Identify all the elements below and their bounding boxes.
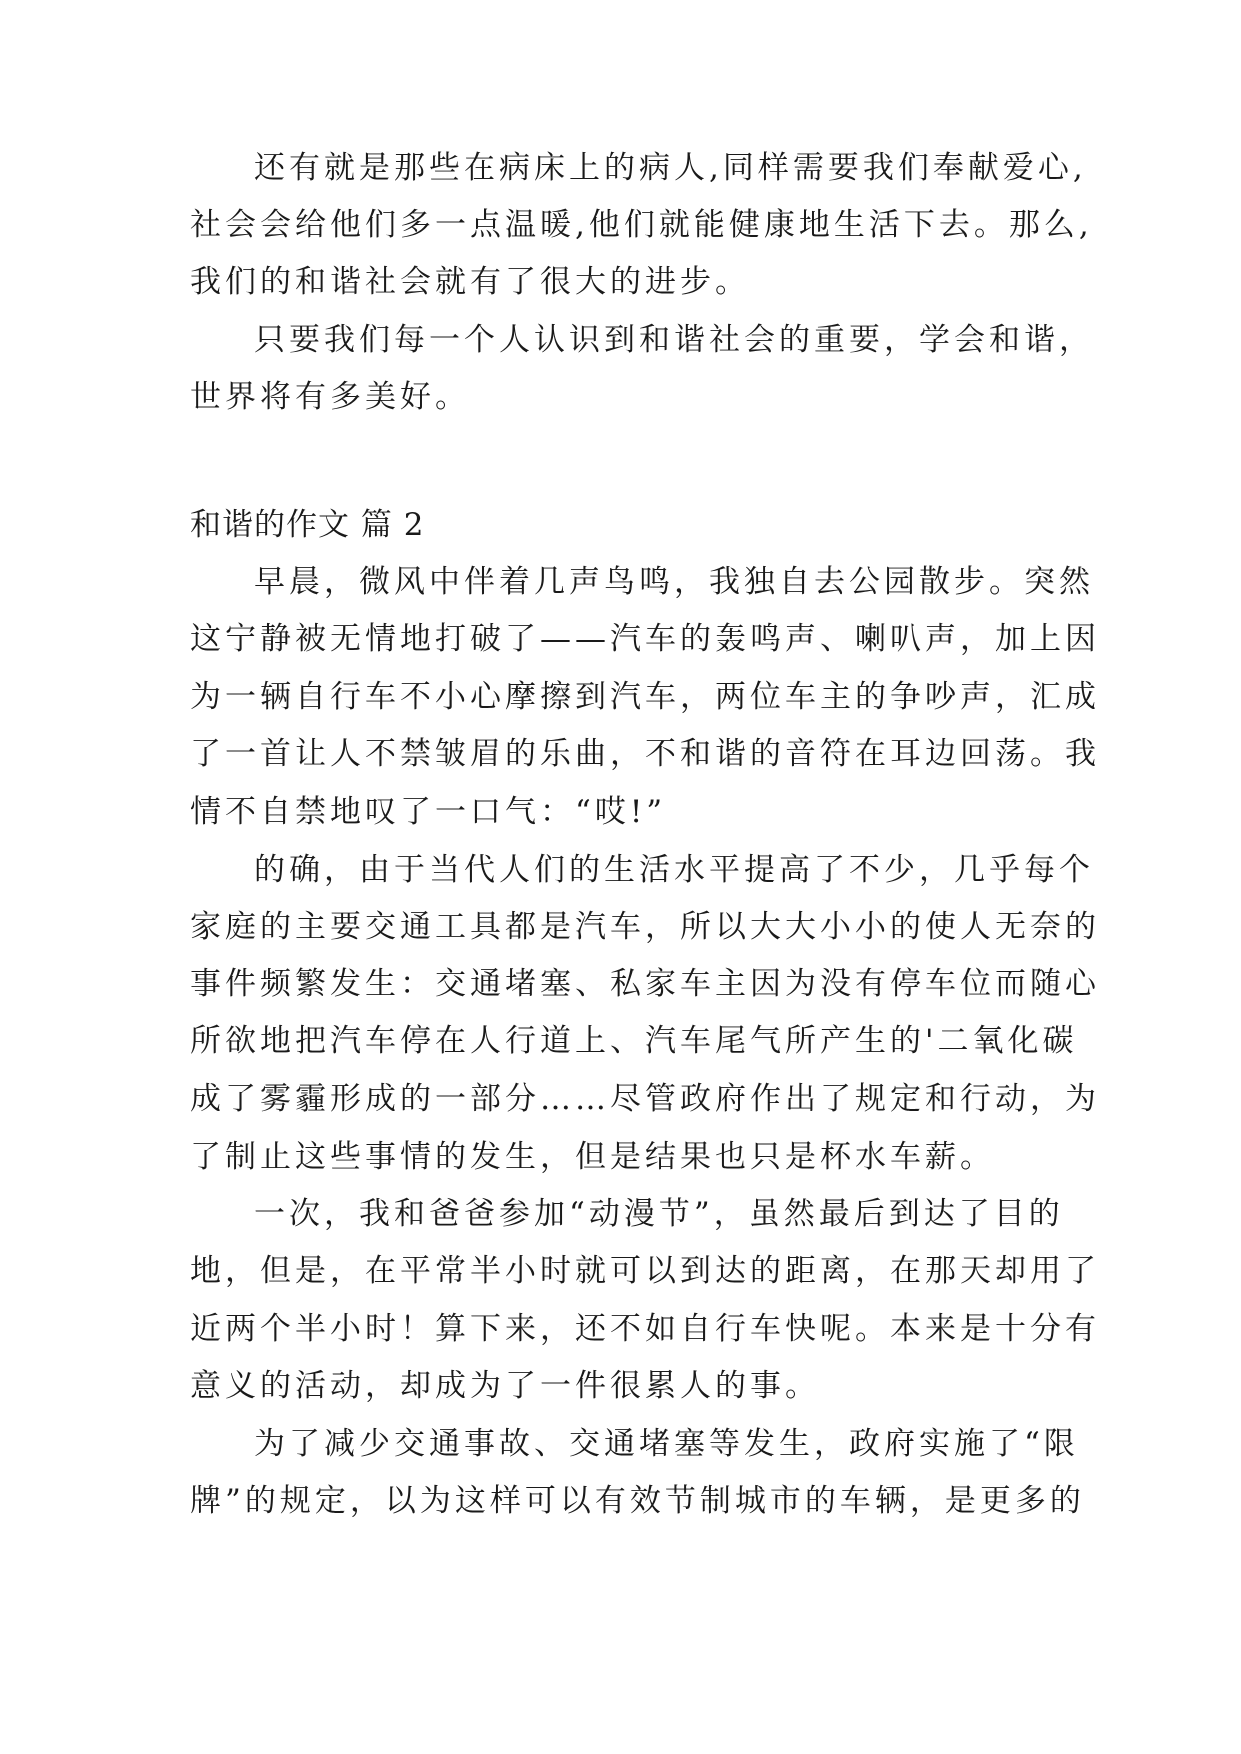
paragraph-line: 为一辆自行车不小心摩擦到汽车，两位车主的争吵声，汇成 [190, 679, 1100, 715]
paragraph-line: 成了雾霾形成的一部分……尽管政府作出了规定和行动，为 [190, 1081, 1100, 1117]
paragraph-line: 牌”的规定，以为这样可以有效节制城市的车辆，是更多的 [190, 1483, 1085, 1519]
paragraph-line: 情不自禁地叹了一口气：“哎!” [190, 794, 667, 830]
paragraph-line: 了制止这些事情的发生，但是结果也只是杯水车薪。 [190, 1139, 995, 1175]
paragraph-line: 意义的活动，却成为了一件很累人的事。 [190, 1368, 820, 1404]
paragraph-line: 一次，我和爸爸参加“动漫节”，虽然最后到达了目的 [254, 1196, 1064, 1232]
paragraph-line: 事件频繁发生：交通堵塞、私家车主因为没有停车位而随心 [190, 966, 1100, 1002]
paragraph-line: 地，但是，在平常半小时就可以到达的距离，在那天却用了 [190, 1253, 1100, 1289]
paragraph-line: 只要我们每一个人认识到和谐社会的重要，学会和谐， [254, 322, 1094, 358]
paragraph-line: 我们的和谐社会就有了很大的进步。 [190, 264, 750, 300]
paragraph-line: 所欲地把汽车停在人行道上、汽车尾气所产生的'二氧化碳 [190, 1023, 1078, 1059]
paragraph-line: 这宁静被无情地打破了——汽车的轰鸣声、喇叭声，加上因 [190, 621, 1100, 657]
paragraph-line: 还有就是那些在病床上的病人,同样需要我们奉献爱心, [254, 150, 1087, 186]
paragraph-line: 早晨，微风中伴着几声鸟鸣，我独自去公园散步。突然 [254, 564, 1094, 600]
paragraph-line: 了一首让人不禁皱眉的乐曲，不和谐的音符在耳边回荡。我 [190, 736, 1100, 772]
paragraph-line: 近两个半小时！算下来，还不如自行车快呢。本来是十分有 [190, 1311, 1100, 1347]
paragraph-line: 的确，由于当代人们的生活水平提高了不少，几乎每个 [254, 852, 1094, 888]
paragraph-line: 社会会给他们多一点温暖,他们就能健康地生活下去。那么, [190, 207, 1093, 243]
paragraph-line: 为了减少交通事故、交通堵塞等发生，政府实施了“限 [254, 1426, 1079, 1462]
paragraph-line: 世界将有多美好。 [190, 379, 470, 415]
paragraph-line: 家庭的主要交通工具都是汽车，所以大大小小的使人无奈的 [190, 909, 1100, 945]
section-heading: 和谐的作文 篇 2 [190, 507, 425, 543]
